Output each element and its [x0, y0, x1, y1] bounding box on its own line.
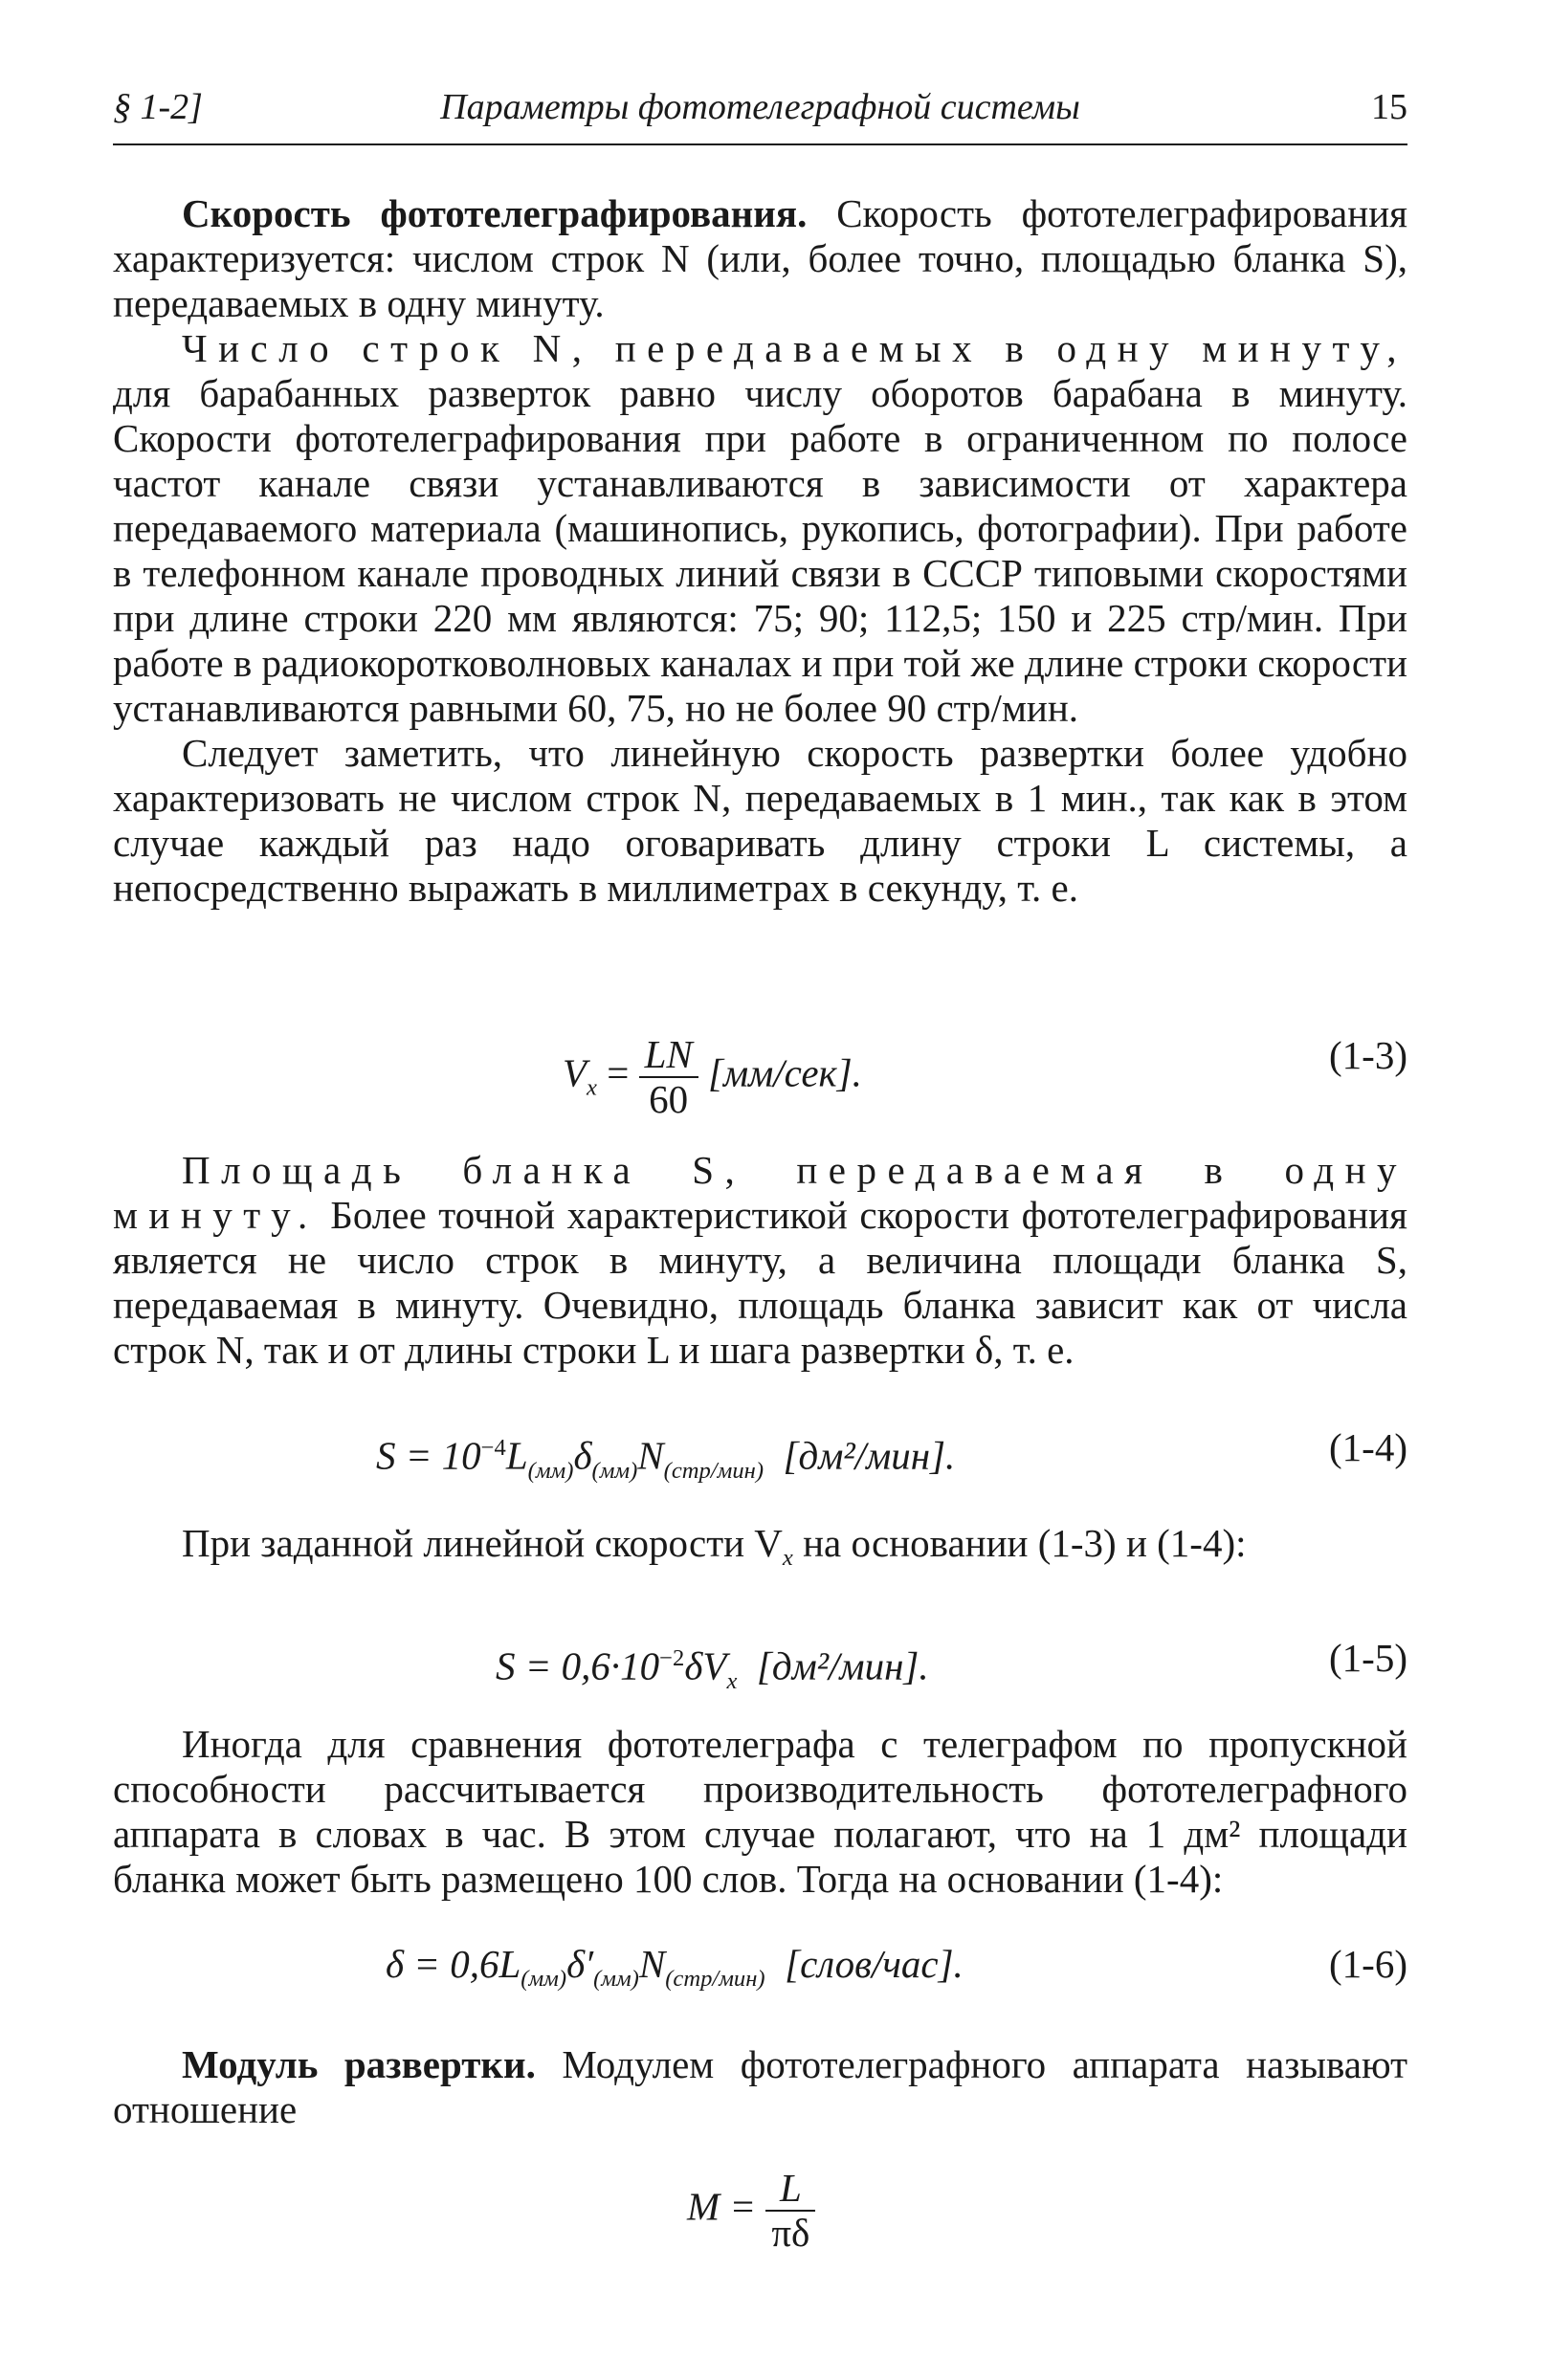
text-block-3: [113, 1521, 1407, 1580]
section-ref: § 1-2]: [113, 87, 203, 127]
heading-speed: Скорость фототелеграфирования.: [182, 191, 808, 235]
formula-1-4: $S = 10^{-4}L_{(мм)}\delta_{(мм)}N_{(стр/мин)}$ [дм²/мин]. (1-4): [376, 1425, 1407, 1484]
paragraph-lines: Число строк N, передаваемых в одну минуту, для барабанных разверток равно числу оборотов барабана в минуту. Скорости фототелеграфирования при работе в ограниченном по полосе частот канале связи устанавливаются в зависимости от характера передаваемого материала (машинопись, рукопись, фотографии). При работе в телефонном канале проводных линий связи в СССР типовыми скоростями при длине строки 220 мм являются: 75; 90; 112,5; 150 и 225 стр/мин. При работе в радиокоротковолновых каналах и при той же длине строки скорости устанавливаются равными 60, 75, но не более 90 стр/мин.: [113, 326, 1407, 730]
formula-modulus: M = $\frac{L}{\pi\delta}$: [113, 2167, 1407, 2262]
equation-label-1-3: (1-3): [1329, 1033, 1407, 1077]
formula-1-6: $\delta = 0,6L_{(мм)}\delta'_{(мм)}N_{(стр/мин)}$ [слов/час]. (1-6): [386, 1942, 1407, 1993]
formula-1-3: $V_x$ = $\frac{LN}{60}$ [мм/сек]. (1-3): [563, 1032, 1407, 1122]
paragraph-speed: Скорость фототелеграфирования. Скорость фототелеграфирования характеризуется: числом строк N (или, более точно, площадью бланка S), передаваемых в одну минуту.: [113, 191, 1407, 325]
paragraph-linear-speed: Следует заметить, что линейную скорость развертки более удобно характеризовать не числом строк N, передаваемых в 1 мин., так как в этом случае каждый раз надо оговаривать длину строки L системы, а непосредственно выражать в миллиметрах в секунду, т. е.: [113, 731, 1407, 910]
equation-label-1-4: (1-4): [1329, 1425, 1407, 1469]
paragraph-words-per-hour: Иногда для сравнения фототелеграфа с телеграфом по пропускной способности рассчитывается производительность фототелеграфного аппарата в словах в час. В этом случае полагают, что на 1 дм² площади бланка может быть размещено 100 слов. Тогда на основании (1-4):: [113, 1722, 1407, 1901]
paragraph-area: Площадь бланка S, передаваемая в одну минуту. Более точной характеристикой скорости фототелеграфирования является не число строк в минуту, а величина площади бланка S, передаваемая в минуту. Очевидно, площадь бланка зависит как от числа строк N, так и от длины строки L и шага развертки δ, т. е.: [113, 1148, 1407, 1372]
text-block-4: [113, 1722, 1407, 1902]
running-header: [113, 86, 1407, 145]
page-number: 15: [1371, 87, 1407, 127]
spaced-term-area: Площадь бланка S, передаваемая в одну минуту.: [113, 1148, 1407, 1237]
paragraph-given-speed: При заданной линейной скорости $V_x$ на основании (1-3) и (1-4):: [182, 1521, 1247, 1572]
fraction-ln-60: $\frac{LN}{60}$: [639, 1033, 698, 1121]
equation-label-1-6: (1-6): [1329, 1942, 1407, 1986]
text-block-5: [113, 2042, 1407, 2132]
fraction-l-pi-delta: $\frac{L}{\pi\delta}$: [765, 2167, 815, 2255]
text-block-1: [113, 191, 1407, 911]
text-block-2: [113, 1148, 1407, 1373]
running-title: Параметры фототелеграфной системы: [440, 87, 1080, 127]
equation-label-1-5: (1-5): [1329, 1636, 1407, 1680]
heading-modulus: Модуль развертки.: [182, 2042, 536, 2086]
formula-1-5: $S = 0,6\cdot 10^{-2}\delta V_x$ [дм²/мин]. (1-5): [496, 1636, 1407, 1694]
paragraph-modulus: Модуль развертки. Модулем фототелеграфного аппарата называют отношение: [113, 2042, 1407, 2131]
spaced-term-lines: Число строк N, передаваемых в одну минуту,: [182, 326, 1407, 370]
